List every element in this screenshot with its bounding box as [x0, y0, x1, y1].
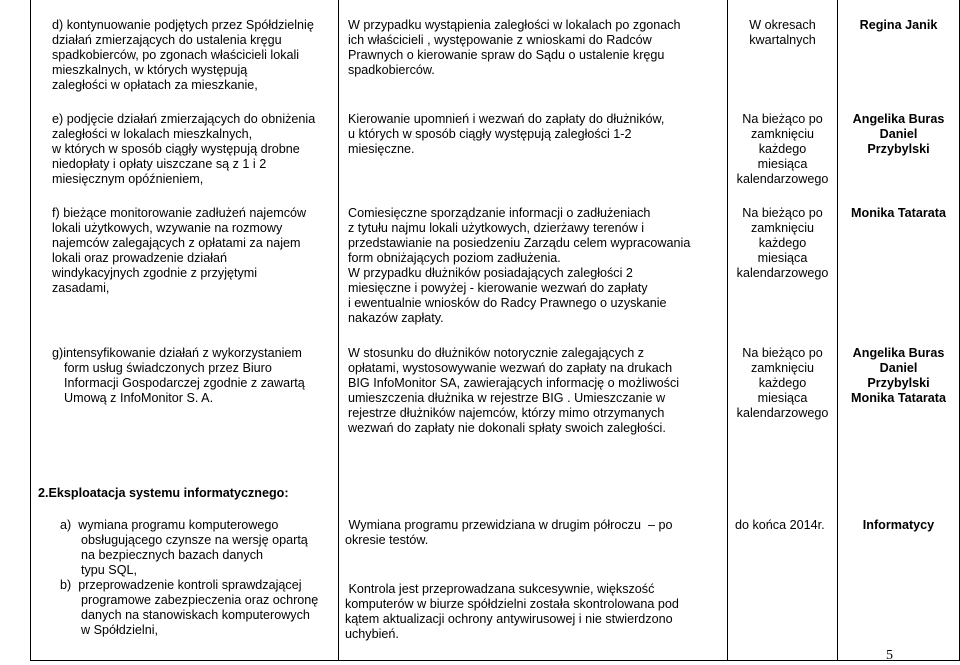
row-g-responsible: Angelika Buras Daniel Przybylski Monika Tatarata — [851, 346, 946, 405]
row-f-responsible: Monika Tatarata — [851, 206, 946, 220]
row-d-responsible: Regina Janik — [859, 18, 938, 32]
row-d-task: d) kontynuowanie podjętych przez Spółdzielnię działań zmierzających do ustalenia kręgu spadkobierców, po zgonach właścicieli lokali mieszkalnych, w których występują zaległości w opłatach za mieszkanie, — [52, 18, 314, 92]
table-border-col3 — [837, 0, 838, 661]
row-e-responsible: Angelika Buras Daniel Przybylski — [852, 112, 945, 156]
page-number: 5 — [886, 648, 893, 663]
row-d-deadline: W okresach kwartalnych — [749, 18, 816, 47]
row-f-deadline: Na bieżąco po zamknięciu każdego miesiąca kalendarzowego — [736, 206, 829, 280]
row-f-method: Comiesięczne sporządzanie informacji o zadłużeniach z tytułu najmu lokali użytkowych, dzierżawy terenów i przedstawianie na posiedzeniu Zarządu celem wypracowania form obniżających poziom zadłużenia. W przypadku dłużników posiadających zaległości 2 miesięczne i powyżej - kierowanie wezwań do zapłaty i ewentualnie wniosków do Radcy Prawnego o uzyskanie nakazów zapłaty. — [348, 206, 691, 325]
table-border-col2 — [727, 0, 728, 661]
section2-responsible: Informatycy — [862, 518, 935, 532]
section2-heading: 2.Eksploatacja systemu informatycznego: — [38, 486, 289, 500]
row-e-method: Kierowanie upomnień i wezwań do zapłaty do dłużników, u których w sposób ciągły występują zaległości 1-2 miesięczne. — [348, 112, 665, 156]
row-g-task: g)intensyfikowanie działań z wykorzystaniem form usług świadczonych przez Biuro Informacji Gospodarczej zgodnie z zawartą Umową z InfoMonitor S. A. — [52, 346, 305, 405]
row-e-deadline: Na bieżąco po zamknięciu każdego miesiąca kalendarzowego — [736, 112, 829, 186]
row-e-task: e) podjęcie działań zmierzających do obniżenia zaległości w lokalach mieszkalnych, w których w sposób ciągły występują drobne niedopłaty i opłaty uiszczane są z 1 i 2 miesięcznym opóźnieniem, — [52, 112, 316, 186]
section2-method-b: Kontrola jest przeprowadzana sukcesywnie, większość komputerów w biurze spółdzielni została skontrolowana pod kątem aktualizacji ochrony antywirusowej i nie stwierdzono uchybień. — [345, 582, 679, 641]
section2-method-a: Wymiana programu przewidziana w drugim półroczu – po okresie testów. — [345, 518, 673, 547]
table-border-bottom — [30, 660, 960, 661]
section2-task: a) wymiana programu komputerowego obsługującego czynsze na wersję opartą na bezpiecznych bazach danych typu SQL, b) przeprowadzenie kontroli sprawdzającej programowe zabezpieczenia oraz ochronę danych na stanowiskach komputerowych w Spółdzielni, — [60, 518, 319, 637]
table-border-col1 — [338, 0, 339, 661]
section2-deadline: do końca 2014r. — [735, 518, 825, 532]
row-f-task: f) bieżące monitorowanie zadłużeń najemców lokali użytkowych, wzywanie na rozmowy najemców zalegających z opłatami za najem lokali oraz prowadzenie działań windykacyjnych zgodnie z przyjętymi zasadami, — [52, 206, 307, 295]
row-d-method: W przypadku wystąpienia zaległości w lokalach po zgonach ich właścicieli , występowanie z wnioskami do Radców Prawnych o kierowanie spraw do Sądu o ustalenie kręgu spadkobierców. — [348, 18, 681, 77]
table-border-left — [30, 0, 31, 661]
row-g-deadline: Na bieżąco po zamknięciu każdego miesiąca kalendarzowego — [736, 346, 829, 420]
row-g-method: W stosunku do dłużników notorycznie zalegających z opłatami, wystosowywanie wezwań do zapłaty na drukach BIG InfoMonitor SA, zawierających informację o możliwości umieszczenia dłużnika w rejestrze BIG . Umieszczanie w rejestrze dłużników najemców, którzy mimo otrzymanych wezwań do zapłaty nie dokonali spłaty swoich zaległości. — [348, 346, 680, 435]
